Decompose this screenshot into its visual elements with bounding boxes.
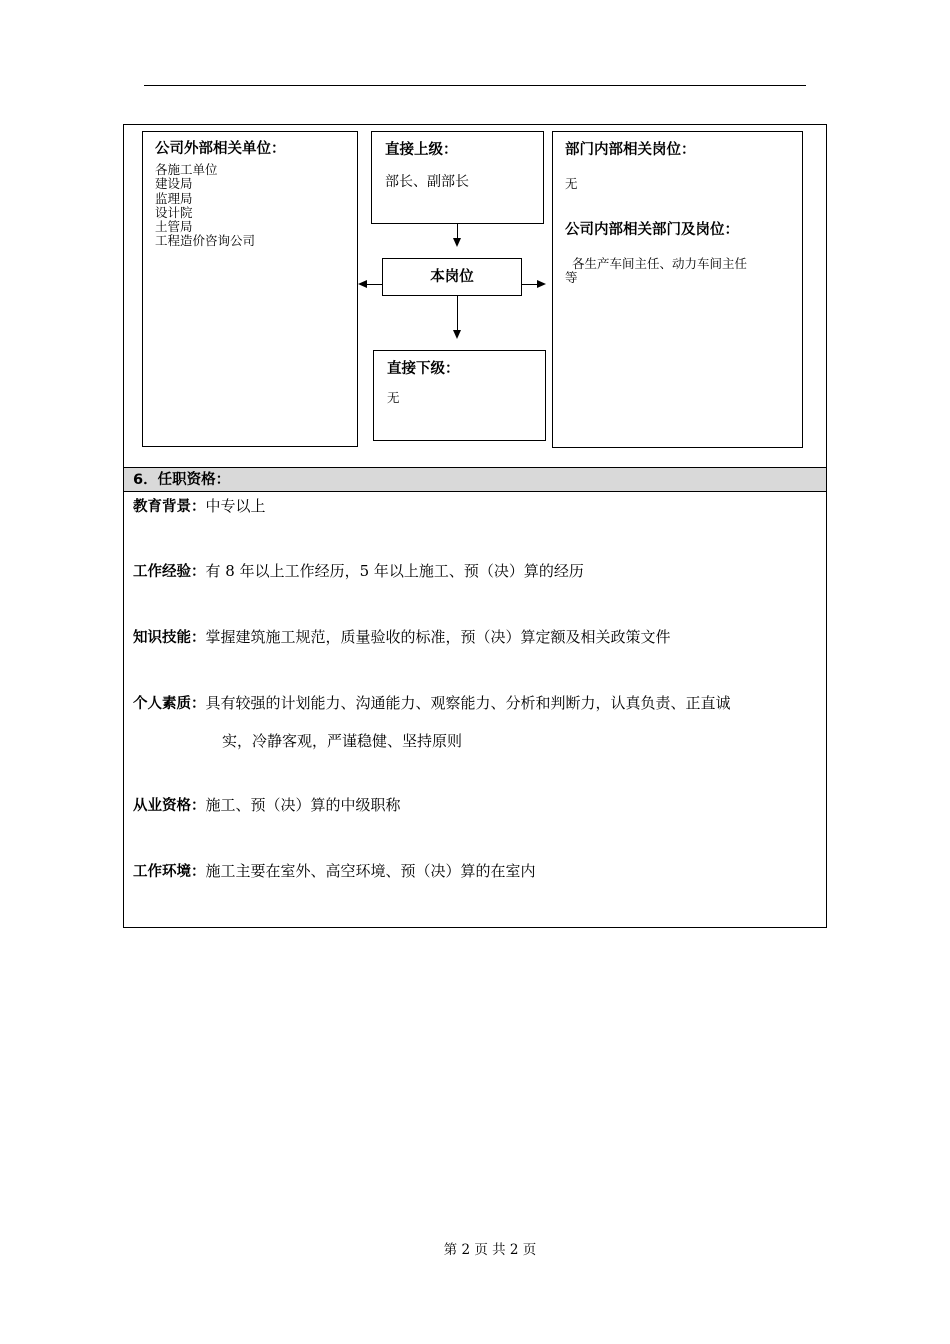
superior-value: 部长、副部长 <box>385 174 469 190</box>
internal-positions-box <box>552 131 803 448</box>
section-title-qualifications: 6．任职资格： <box>124 467 826 492</box>
education-row <box>133 488 823 525</box>
certification-value: 施工、预（决）算的中级职称 <box>205 796 401 814</box>
arrow-right-icon <box>537 280 546 288</box>
skills-value: 掌握建筑施工规范，质量验收的标准，预（决）算定额及相关政策文件 <box>205 628 671 646</box>
header-rule <box>144 85 806 86</box>
external-units-list <box>155 163 255 249</box>
traits-label: 个人素质： <box>133 696 206 712</box>
traits-row <box>133 685 823 722</box>
environment-value: 施工主要在室外、高空环境、预（决）算的在室内 <box>205 862 536 880</box>
certification-label: 从业资格： <box>133 798 206 814</box>
external-units-title: 公司外部相关单位： <box>155 141 286 157</box>
skills-row <box>133 619 823 656</box>
connector-line <box>457 224 458 239</box>
company-internal-value: 各生产车间主任、动力车间主任 <box>572 256 748 271</box>
list-item: 工程造价咨询公司 <box>155 233 256 249</box>
subordinate-title: 直接下级： <box>387 361 460 377</box>
company-internal-title: 公司内部相关部门及岗位： <box>565 222 739 238</box>
arrow-down-icon <box>453 238 461 247</box>
traits-value-cont: 实，冷静客观，严谨稳健、坚持原则 <box>222 732 463 750</box>
subordinate-value: 无 <box>387 390 400 405</box>
arrow-left-icon <box>358 280 367 288</box>
experience-row <box>133 553 823 590</box>
connector-line <box>366 284 382 285</box>
environment-row <box>133 853 823 890</box>
dept-internal-value: 无 <box>565 176 578 191</box>
environment-label: 工作环境： <box>133 864 206 880</box>
list-item: 设计院 <box>155 204 193 220</box>
list-item: 土管局 <box>155 219 193 235</box>
list-item: 各施工单位 <box>155 162 218 177</box>
arrow-down-icon <box>453 330 461 339</box>
education-value: 中专以上 <box>205 497 266 515</box>
traits-value: 具有较强的计划能力、沟通能力、观察能力、分析和判断力，认真负责、正直诚 <box>205 694 731 712</box>
dept-internal-title: 部门内部相关岗位： <box>565 142 696 158</box>
company-internal-value-cont: 等 <box>565 270 578 285</box>
superior-title: 直接上级： <box>385 142 458 158</box>
education-label: 教育背景： <box>133 499 206 515</box>
skills-label: 知识技能： <box>133 630 206 646</box>
page-number: 第 2 页 共 2 页 <box>443 1242 537 1258</box>
list-item: 建设局 <box>155 176 193 192</box>
experience-value: 有 8 年以上工作经历，5 年以上施工、预（决）算的经历 <box>205 562 584 580</box>
certification-row <box>133 787 823 824</box>
experience-label: 工作经验： <box>133 564 206 580</box>
connector-line <box>457 296 458 331</box>
connector-line <box>522 284 538 285</box>
this-position-title: 本岗位 <box>430 269 474 285</box>
list-item: 监理局 <box>155 190 193 206</box>
